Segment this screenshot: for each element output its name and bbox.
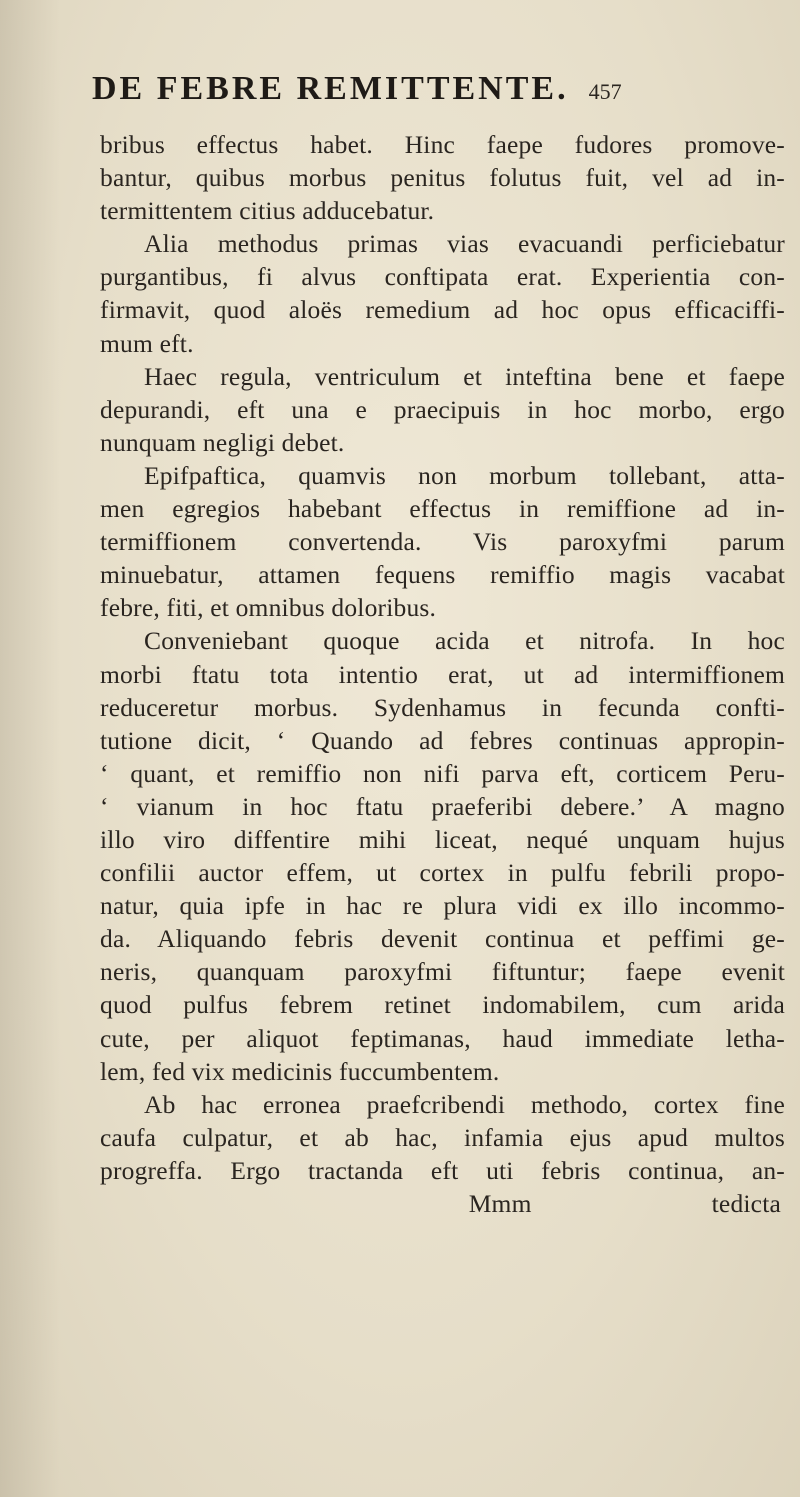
text-line: febre, fiti, et omnibus doloribus.	[100, 593, 437, 623]
text-line: morbi ftatu tota intentio erat, ut ad intermiffionem	[100, 659, 785, 689]
body-text	[100, 128, 785, 1220]
text-line: bantur, quibus morbus penitus folutus fuit, vel ad in-	[100, 163, 785, 193]
signature-mark: Mmm	[468, 1189, 532, 1218]
text-line: neris, quanquam paroxyfmi fiftuntur; faepe evenit	[100, 957, 785, 987]
text-line: progreffa. Ergo tractanda eft uti febris continua, an-	[100, 1155, 785, 1185]
text-line: depurandi, eft una e praecipuis in hoc morbo, ergo	[100, 394, 785, 424]
text-line: natur, quia ipfe in hac re plura vidi ex illo incommo-	[100, 891, 785, 921]
text-line: Epifpaftica, quamvis non morbum tollebant, atta-	[144, 460, 785, 490]
text-line: bribus effectus habet. Hinc faepe fudores promove-	[100, 130, 785, 159]
text-line: tutione dicit, ‘ Quando ad febres continuas appropin-	[100, 725, 785, 755]
text-line: firmavit, quod aloës remedium ad hoc opus efficaciffi-	[100, 295, 785, 325]
text-line: reduceretur morbus. Sydenhamus in fecunda confti-	[100, 692, 785, 722]
text-line: illo viro diffentire mihi liceat, nequé unquam hujus	[100, 824, 785, 854]
text-line: confilii auctor effem, ut cortex in pulfu febrili propo-	[100, 858, 785, 888]
text-line: Conveniebant quoque acida et nitrofa. In hoc	[144, 626, 785, 656]
text-line: caufa culpatur, et ab hac, infamia ejus apud multos	[100, 1122, 785, 1152]
text-line: quod pulfus febrem retinet indomabilem, cum arida	[100, 990, 785, 1020]
text-line: lem, fed vix medicinis fuccumbentem.	[100, 1056, 500, 1086]
text-line: Haec regula, ventriculum et inteftina bene et faepe	[144, 361, 785, 391]
page-edge-shadow	[0, 0, 60, 1497]
text-line: men egregios habebant effectus in remiffione ad in-	[100, 494, 785, 524]
text-line: ‘ vianum in hoc ftatu praeferibi debere.’ A magno	[100, 791, 785, 821]
text-line: termittentem citius adducebatur.	[100, 196, 435, 226]
text-line: nunquam negligi debet.	[100, 427, 345, 457]
text-line: Ab hac erronea praefcribendi methodo, cortex fine	[144, 1089, 785, 1119]
text-line: cute, per aliquot feptimanas, haud immediate letha-	[100, 1023, 785, 1053]
text-line: minuebatur, attamen fequens remiffio magis vacabat	[100, 560, 785, 590]
text-line: Alia methodus primas vias evacuandi perficiebatur	[144, 229, 785, 259]
text-line: termiffionem convertenda. Vis paroxyfmi parum	[100, 527, 785, 557]
running-title: DE FEBRE REMITTENTE.	[92, 70, 569, 107]
text-line: purgantibus, fi alvus conftipata erat. Experientia con-	[100, 262, 785, 292]
page-number: 457	[588, 79, 622, 104]
catchword: tedicta	[711, 1189, 781, 1218]
text-line: ‘ quant, et remiffio non nifi parva eft, corticem Peru-	[100, 758, 785, 788]
footer-row	[100, 1187, 785, 1220]
text-line: da. Aliquando febris devenit continua et peffimi ge-	[100, 924, 785, 954]
text-line: mum eft.	[100, 328, 194, 358]
page-header	[92, 70, 782, 110]
